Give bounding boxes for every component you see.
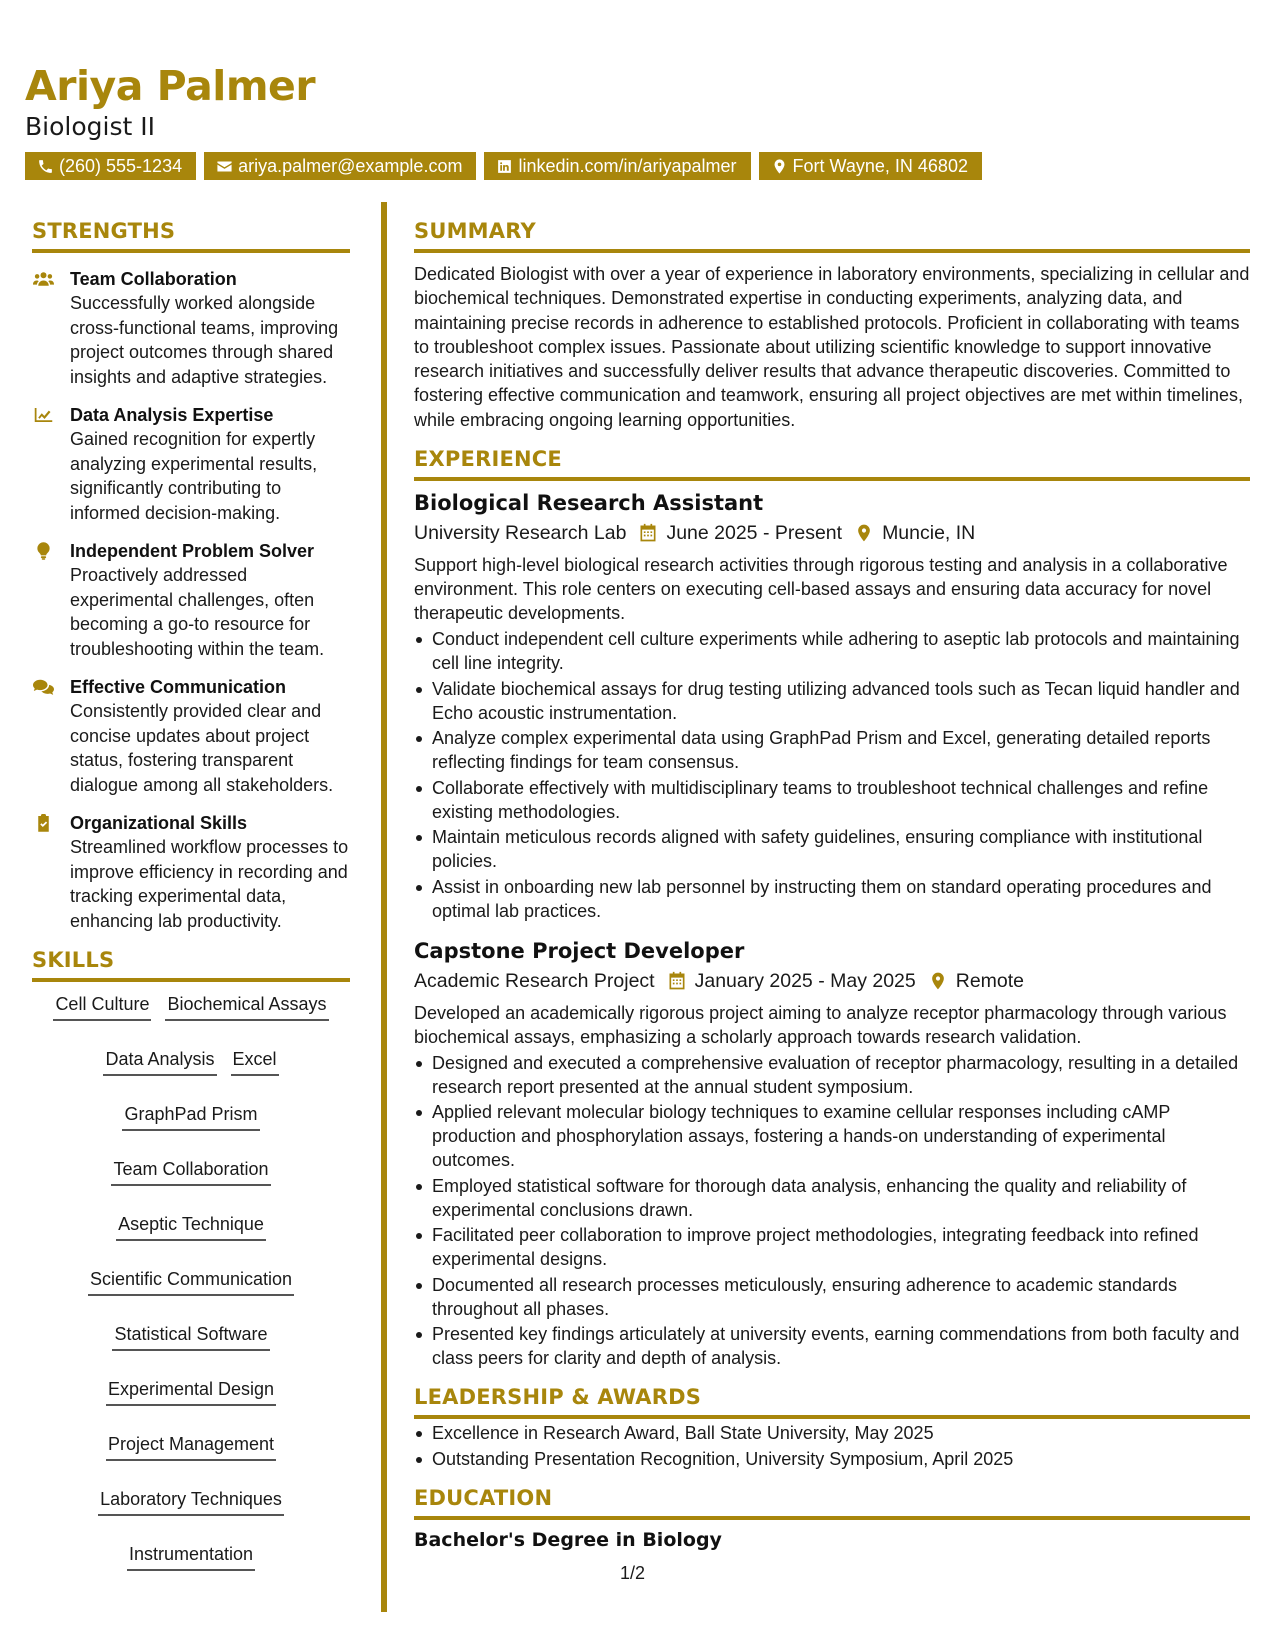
strength-desc: Proactively addressed experimental challenges, often becoming a go-to resource for troubleshooting within the team. <box>70 565 325 659</box>
job-company: Academic Research Project <box>414 969 655 992</box>
job-description: Support high-level biological research activities through rigorous testing and analysis in a collaborative environment. This role centers on executing cell-based assays and ensuring data accuracy for novel therapeutic developments. <box>414 555 1228 624</box>
resume-header <box>25 62 1255 180</box>
strength-title: Organizational Skills <box>70 813 248 833</box>
job-bullets <box>414 1051 1250 1371</box>
job-company: University Research Lab <box>414 522 627 545</box>
strength-item <box>32 403 350 525</box>
strength-desc: Gained recognition for expertly analyzing experimental results, significantly contributing to informed decision-making. <box>70 429 318 523</box>
list-item: Maintain meticulous records aligned with safety guidelines, ensuring compliance with institutional policies. <box>414 825 1250 873</box>
users-icon <box>33 270 54 288</box>
calendar-icon <box>638 523 658 543</box>
left-column <box>32 218 350 1571</box>
contact-phone[interactable] <box>25 152 196 180</box>
list-item: Analyze complex experimental data using GraphPad Prism and Excel, generating detailed reports reflecting findings for team consensus. <box>414 726 1250 774</box>
awards-list <box>414 1421 1250 1471</box>
skill-tag: Scientific Communication <box>88 1267 294 1296</box>
job-description: Developed an academically rigorous project aiming to analyze receptor pharmacology through various biochemical assays, emphasizing a scholarly approach towards research validation. <box>414 1002 1227 1047</box>
envelope-icon <box>216 158 233 175</box>
list-item: Documented all research processes meticulously, ensuring adherence to academic standards throughout all phases. <box>414 1273 1250 1321</box>
list-item: Outstanding Presentation Recognition, University Symposium, April 2025 <box>414 1447 1250 1471</box>
experience-heading: EXPERIENCE <box>414 446 1250 481</box>
phone-icon <box>37 158 54 175</box>
skill-tag: Project Management <box>106 1432 276 1461</box>
skill-tag: Statistical Software <box>112 1322 269 1351</box>
column-divider <box>381 202 387 1612</box>
job-title: Capstone Project Developer <box>414 938 745 963</box>
skill-tag: Data Analysis <box>103 1047 216 1076</box>
location-pin-icon <box>854 523 874 543</box>
strength-item <box>32 539 350 661</box>
summary-text: Dedicated Biologist with over a year of experience in laboratory environments, specializing in cellular and biochemical techniques. Demonstrated expertise in conducting experiments, analyzing data, and maintaining precise records in adherence to established protocols. Proficient in collaborating with teams to troubleshoot complex issues. Passionate about utilizing scientific knowledge to support innovative research initiatives and successfully deliver results that advance therapeutic discoveries. Committed to fostering effective communication and teamwork, ensuring all project objectives are met within timelines, while embracing ongoing learning opportunities. <box>414 264 1250 430</box>
strength-item <box>32 675 350 797</box>
list-item: Designed and executed a comprehensive evaluation of receptor pharmacology, resulting in a detailed research report presented at the annual student symposium. <box>414 1051 1250 1099</box>
list-item: Employed statistical software for thorough data analysis, enhancing the quality and reliability of experimental conclusions drawn. <box>414 1174 1250 1222</box>
list-item: Collaborate effectively with multidisciplinary teams to troubleshoot technical challenges and refine existing methodologies. <box>414 776 1250 824</box>
strength-title: Independent Problem Solver <box>70 541 315 561</box>
job-entry <box>414 937 1250 1371</box>
strength-desc: Streamlined workflow processes to improve efficiency in recording and tracking experimental data, enhancing lab productivity. <box>70 837 349 931</box>
skill-tag: Experimental Design <box>106 1377 276 1406</box>
contact-email-text: ariya.palmer@example.com <box>238 156 463 176</box>
contact-email[interactable] <box>204 152 476 180</box>
location-pin-icon <box>928 971 948 991</box>
clipboard-check-icon <box>33 814 54 832</box>
job-dates: January 2025 - May 2025 <box>694 969 916 992</box>
list-item: Facilitated peer collaboration to improve project methodologies, integrating feedback into refined experimental designs. <box>414 1223 1250 1271</box>
education-heading: EDUCATION <box>414 1485 1250 1520</box>
lightbulb-icon <box>33 542 54 560</box>
contact-location <box>759 152 982 180</box>
skill-tag: Laboratory Techniques <box>98 1487 284 1516</box>
summary-heading: SUMMARY <box>414 218 1250 253</box>
job-location: Muncie, IN <box>882 522 976 545</box>
contact-bar <box>25 152 1255 180</box>
comments-icon <box>33 678 54 696</box>
job-meta <box>414 965 1250 997</box>
linkedin-icon <box>496 158 513 175</box>
skills-list <box>32 992 350 1571</box>
contact-linkedin[interactable] <box>484 152 750 180</box>
contact-linkedin-text: linkedin.com/in/ariyapalmer <box>518 156 737 176</box>
list-item: Assist in onboarding new lab personnel by instructing them on standard operating procedures and optimal lab practices. <box>414 875 1250 923</box>
skills-heading: SKILLS <box>32 947 350 982</box>
strength-desc: Consistently provided clear and concise updates about project status, fostering transparent dialogue among all stakeholders. <box>70 701 334 795</box>
skill-tag: Excel <box>231 1047 279 1076</box>
list-item: Applied relevant molecular biology techniques to examine cellular responses including cAMP production and phosphorylation assays, fostering a hands-on understanding of experimental outcomes. <box>414 1100 1250 1172</box>
skill-tag: GraphPad Prism <box>122 1102 259 1131</box>
education-degree: Bachelor's Degree in Biology <box>414 1528 722 1551</box>
page-number: 1/2 <box>620 1563 646 1583</box>
candidate-title: Biologist II <box>25 112 155 141</box>
job-entry <box>414 489 1250 923</box>
chart-line-icon <box>33 406 54 424</box>
strength-title: Team Collaboration <box>70 269 237 289</box>
job-title: Biological Research Assistant <box>414 491 764 516</box>
location-pin-icon <box>771 158 788 175</box>
skill-tag: Biochemical Assays <box>165 992 328 1021</box>
job-bullets <box>414 627 1250 923</box>
strength-title: Effective Communication <box>70 677 287 697</box>
skill-tag: Instrumentation <box>127 1542 255 1571</box>
strengths-heading: STRENGTHS <box>32 218 350 253</box>
contact-phone-text: (260) 555-1234 <box>59 156 183 176</box>
contact-location-text: Fort Wayne, IN 46802 <box>792 156 968 176</box>
list-item: Presented key findings articulately at university events, earning commendations from both faculty and class peers for clarity and depth of analysis. <box>414 1322 1250 1370</box>
strength-desc: Successfully worked alongside cross-functional teams, improving project outcomes through shared insights and adaptive strategies. <box>70 293 339 387</box>
strength-item <box>32 811 350 933</box>
skill-tag: Aseptic Technique <box>116 1212 266 1241</box>
job-location: Remote <box>955 969 1025 992</box>
calendar-icon <box>667 971 687 991</box>
candidate-name: Ariya Palmer <box>25 62 316 110</box>
list-item: Conduct independent cell culture experiments while adhering to aseptic lab protocols and maintaining cell line integrity. <box>414 627 1250 675</box>
list-item: Validate biochemical assays for drug testing utilizing advanced tools such as Tecan liquid handler and Echo acoustic instrumentation. <box>414 677 1250 725</box>
job-dates: June 2025 - Present <box>666 522 843 545</box>
strengths-list <box>32 267 350 933</box>
strength-title: Data Analysis Expertise <box>70 405 274 425</box>
skill-tag: Team Collaboration <box>111 1157 270 1186</box>
list-item: Excellence in Research Award, Ball State University, May 2025 <box>414 1421 1250 1445</box>
awards-heading: LEADERSHIP & AWARDS <box>414 1384 1250 1419</box>
right-column <box>414 218 1250 1553</box>
skill-tag: Cell Culture <box>53 992 151 1021</box>
job-meta <box>414 517 1250 549</box>
strength-item <box>32 267 350 389</box>
